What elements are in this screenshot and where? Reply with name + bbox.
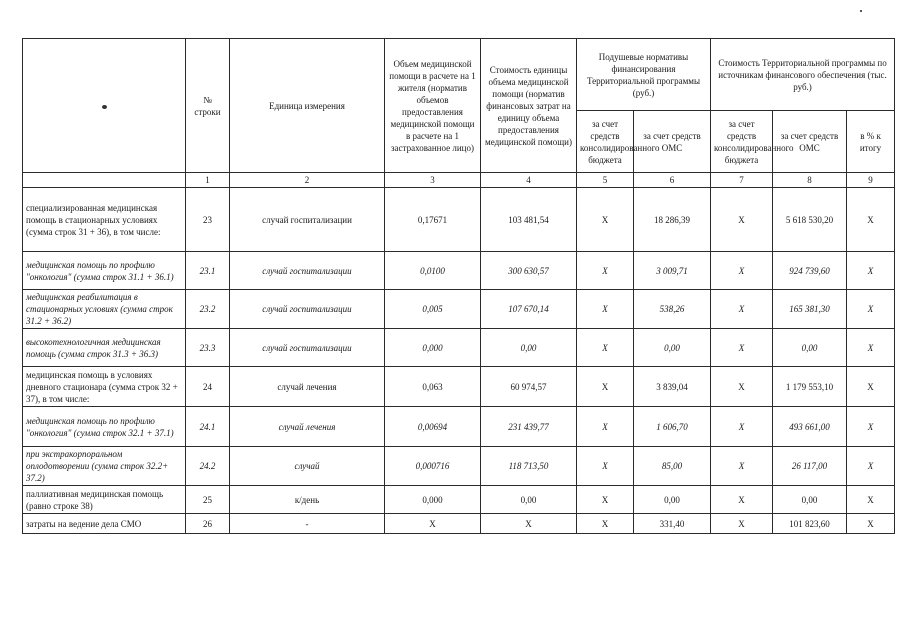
table-row (23, 514, 895, 534)
row-oms-2: 5 618 530,20 (773, 188, 847, 252)
row-cost: 103 481,54 (481, 188, 577, 252)
row-budget-2: X (711, 486, 773, 514)
row-cost: 300 630,57 (481, 252, 577, 290)
row-percent: X (847, 407, 895, 447)
table-row (23, 447, 895, 486)
territorial-program-table (22, 38, 895, 534)
row-budget-2: X (711, 252, 773, 290)
row-oms: 0,00 (634, 329, 711, 367)
row-line-number: 24.1 (186, 407, 230, 447)
header-name-cell (23, 39, 186, 173)
row-cost: X (481, 514, 577, 534)
header-line-number: № строки (186, 39, 230, 173)
row-line-number: 23.1 (186, 252, 230, 290)
stray-mark (102, 105, 107, 109)
row-percent: X (847, 290, 895, 329)
table-row (23, 290, 895, 329)
row-unit: случай лечения (230, 407, 385, 447)
row-volume: 0,000 (385, 486, 481, 514)
row-oms-2: 924 739,60 (773, 252, 847, 290)
row-budget: X (577, 188, 634, 252)
row-cost: 231 439,77 (481, 407, 577, 447)
row-percent: X (847, 486, 895, 514)
column-number: 2 (230, 173, 385, 188)
row-unit: случай госпитализации (230, 188, 385, 252)
row-name: медицинская помощь в условиях дневного стационара (сумма строк 32 + 37), в том числе: (23, 367, 186, 407)
row-percent: X (847, 188, 895, 252)
row-volume: 0,00694 (385, 407, 481, 447)
row-budget-2: X (711, 367, 773, 407)
row-unit: случай госпитализации (230, 290, 385, 329)
row-volume: 0,063 (385, 367, 481, 407)
header-unit-cost: Стоимость единицы объема медицинской помощи (норматив финансовых затрат на единицу объема предоставления медицинской помощи) (481, 39, 577, 173)
header-row-top (23, 39, 895, 111)
row-budget-2: X (711, 290, 773, 329)
row-unit: - (230, 514, 385, 534)
table-row (23, 407, 895, 447)
row-oms-2: 101 823,60 (773, 514, 847, 534)
sub-header-budget: за счет средств консолидированного бюджета (577, 111, 634, 173)
row-line-number: 23.3 (186, 329, 230, 367)
header-unit: Единица измерения (230, 39, 385, 173)
row-budget: X (577, 367, 634, 407)
row-line-number: 26 (186, 514, 230, 534)
row-line-number: 23.2 (186, 290, 230, 329)
row-budget: X (577, 252, 634, 290)
row-name: специализированная медицинская помощь в стационарных условиях (сумма строк 31 + 36), в том числе: (23, 188, 186, 252)
row-name: медицинская помощь по профилю "онкология" (сумма строк 32.1 + 37.1) (23, 407, 186, 447)
table-row (23, 367, 895, 407)
table-row (23, 252, 895, 290)
row-budget: X (577, 486, 634, 514)
row-name: высокотехнологичная медицинская помощь (сумма строк 31.3 + 36.3) (23, 329, 186, 367)
row-volume: 0,005 (385, 290, 481, 329)
row-oms: 1 606,70 (634, 407, 711, 447)
row-volume: 0,0100 (385, 252, 481, 290)
sub-header-percent: в % к итогу (847, 111, 895, 173)
sub-header-oms-2: за счет средств ОМС (773, 111, 847, 173)
row-unit: к/день (230, 486, 385, 514)
row-name: затраты на ведение дела СМО (23, 514, 186, 534)
row-oms: 18 286,39 (634, 188, 711, 252)
row-percent: X (847, 252, 895, 290)
row-cost: 60 974,57 (481, 367, 577, 407)
row-budget-2: X (711, 188, 773, 252)
table-row (23, 188, 895, 252)
header-program-cost: Стоимость Территориальной программы по источникам финансового обеспечения (тыс. руб.) (711, 39, 895, 111)
row-oms: 0,00 (634, 486, 711, 514)
row-budget-2: X (711, 447, 773, 486)
row-volume: 0,000716 (385, 447, 481, 486)
sub-header-budget-2: за счет средств консолидированного бюджета (711, 111, 773, 173)
row-name: медицинская помощь по профилю "онкология" (сумма строк 31.1 + 36.1) (23, 252, 186, 290)
header-per-capita: Подушевые нормативы финансирования Территориальной программы (руб.) (577, 39, 711, 111)
row-percent: X (847, 514, 895, 534)
row-budget-2: X (711, 514, 773, 534)
sub-header-oms: за счет средств ОМС (634, 111, 711, 173)
column-number (23, 173, 186, 188)
column-number: 5 (577, 173, 634, 188)
row-budget: X (577, 447, 634, 486)
row-name: паллиативная медицинская помощь (равно строке 38) (23, 486, 186, 514)
row-budget-2: X (711, 329, 773, 367)
row-budget: X (577, 290, 634, 329)
row-line-number: 25 (186, 486, 230, 514)
row-budget: X (577, 407, 634, 447)
row-oms: 85,00 (634, 447, 711, 486)
row-unit: случай госпитализации (230, 329, 385, 367)
row-unit: случай госпитализации (230, 252, 385, 290)
row-cost: 0,00 (481, 329, 577, 367)
row-oms-2: 493 661,00 (773, 407, 847, 447)
row-budget-2: X (711, 407, 773, 447)
row-line-number: 23 (186, 188, 230, 252)
table-row (23, 486, 895, 514)
row-oms-2: 1 179 553,10 (773, 367, 847, 407)
row-unit: случай (230, 447, 385, 486)
column-number: 8 (773, 173, 847, 188)
row-oms-2: 165 381,30 (773, 290, 847, 329)
column-number-row (23, 173, 895, 188)
row-cost: 107 670,14 (481, 290, 577, 329)
column-number: 3 (385, 173, 481, 188)
table-row (23, 329, 895, 367)
row-percent: X (847, 367, 895, 407)
header-volume: Объем медицинской помощи в расчете на 1 жителя (норматив объемов предоставления медицинской помощи в расчете на 1 застрахованное лицо) (385, 39, 481, 173)
row-name: при экстракорпоральном оплодотворении (сумма строк 32.2+ 37.2) (23, 447, 186, 486)
row-oms-2: 0,00 (773, 486, 847, 514)
row-budget: X (577, 514, 634, 534)
column-number: 7 (711, 173, 773, 188)
row-percent: X (847, 447, 895, 486)
row-oms: 331,40 (634, 514, 711, 534)
row-name: медицинская реабилитация в стационарных условиях (сумма строк 31.2 + 36.2) (23, 290, 186, 329)
row-oms-2: 0,00 (773, 329, 847, 367)
row-percent: X (847, 329, 895, 367)
column-number: 6 (634, 173, 711, 188)
row-oms: 3 009,71 (634, 252, 711, 290)
column-number: 4 (481, 173, 577, 188)
row-line-number: 24.2 (186, 447, 230, 486)
scan-speck (860, 10, 862, 12)
row-oms: 3 839,04 (634, 367, 711, 407)
row-line-number: 24 (186, 367, 230, 407)
row-volume: 0,17671 (385, 188, 481, 252)
column-number: 9 (847, 173, 895, 188)
row-unit: случай лечения (230, 367, 385, 407)
row-budget: X (577, 329, 634, 367)
column-number: 1 (186, 173, 230, 188)
row-oms: 538,26 (634, 290, 711, 329)
row-cost: 118 713,50 (481, 447, 577, 486)
row-oms-2: 26 117,00 (773, 447, 847, 486)
row-volume: X (385, 514, 481, 534)
row-volume: 0,000 (385, 329, 481, 367)
row-cost: 0,00 (481, 486, 577, 514)
